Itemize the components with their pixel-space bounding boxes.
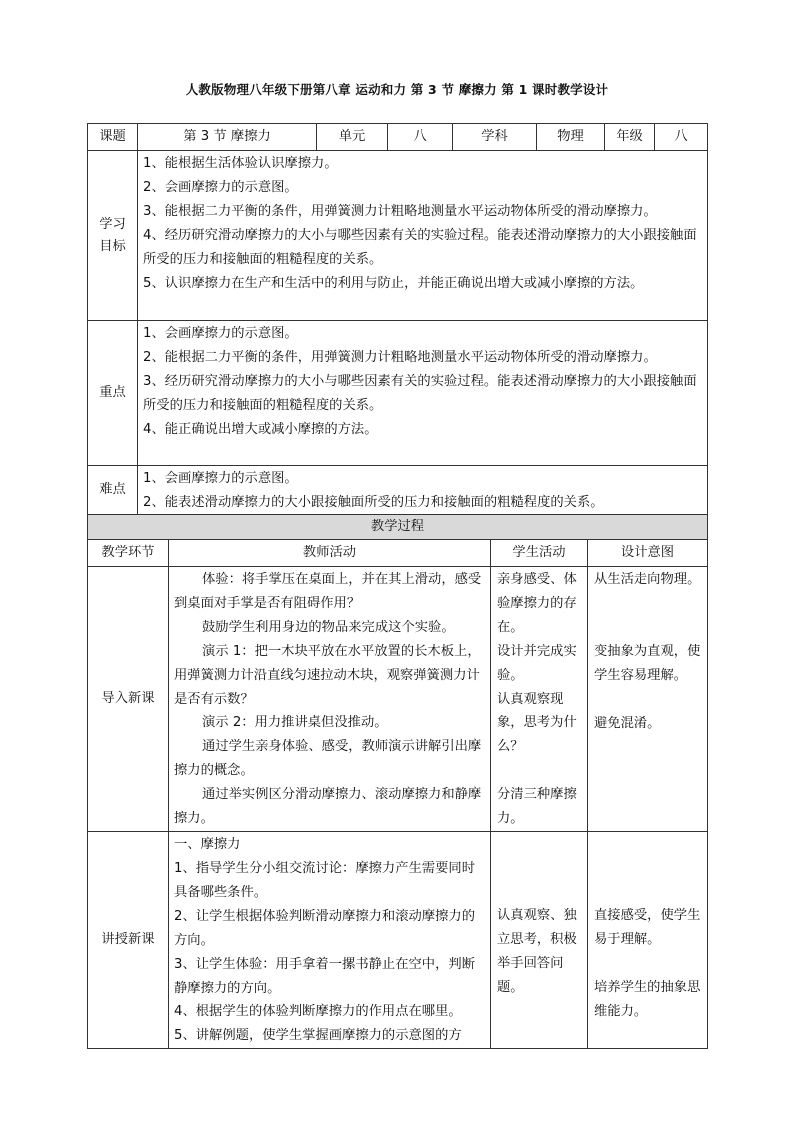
student-paragraph: 认真观察、独立思考，积极举手回答问题。 bbox=[497, 908, 577, 995]
new-lesson-teacher bbox=[169, 832, 491, 1049]
goal-item: 1、能根据生活体验认识摩擦力。 bbox=[143, 156, 338, 171]
goals-row bbox=[88, 151, 708, 321]
unit-label: 单元 bbox=[317, 124, 388, 151]
process-banner-row bbox=[88, 515, 708, 540]
intro-stage: 导入新课 bbox=[88, 567, 169, 832]
info-table bbox=[87, 123, 708, 516]
difficulty-item: 1、会画摩擦力的示意图。 bbox=[143, 471, 298, 486]
teacher-paragraph: 2、让学生根据体验判断滑动摩擦力和滚动摩擦力的方向。 bbox=[174, 908, 475, 948]
header-student: 学生活动 bbox=[491, 540, 588, 567]
goal-item: 5、认识摩擦力在生产和生活中的利用与防止，并能正确说出增大或减小摩擦的方法。 bbox=[143, 275, 644, 291]
keypoint-item: 2、能根据二力平衡的条件，用弹簧测力计粗略地测量水平运动物体所受的滑动摩擦力。 bbox=[143, 349, 657, 365]
subject-value: 物理 bbox=[537, 124, 605, 151]
teacher-paragraph: 鼓励学生利用身边的物品来完成这个实验。 bbox=[202, 619, 455, 635]
teacher-paragraph: 4、根据学生的体验判断摩擦力的作用点在哪里。 bbox=[174, 1004, 462, 1020]
new-lesson-intent bbox=[588, 832, 708, 1049]
goal-item: 2、会画摩擦力的示意图。 bbox=[143, 179, 298, 195]
keypoints-label: 重点 bbox=[88, 321, 138, 466]
intent-paragraph: 避免混淆。 bbox=[594, 715, 661, 731]
goal-item: 3、能根据二力平衡的条件，用弹簧测力计粗略地测量水平运动物体所受的滑动摩擦力。 bbox=[143, 203, 657, 219]
unit-value: 八 bbox=[388, 124, 453, 151]
subject-label: 学科 bbox=[453, 124, 537, 151]
teacher-paragraph: 1、指导学生分小组交流讨论：摩擦力产生需要同时具备哪些条件。 bbox=[174, 860, 475, 900]
intro-student bbox=[491, 567, 588, 832]
student-paragraph: 亲身感受、体验摩擦力的存在。 bbox=[497, 572, 577, 635]
student-paragraph: 认真观察现象，思考为什么？ bbox=[497, 691, 577, 755]
keypoints-row bbox=[88, 321, 708, 466]
difficulties-label: 难点 bbox=[88, 466, 138, 516]
difficulties-content bbox=[138, 466, 708, 516]
teacher-paragraph: 体验：将手掌压在桌面上，并在其上滑动，感受到桌面对手掌是否有阻碍作用？ bbox=[174, 572, 482, 611]
info-row bbox=[88, 124, 708, 151]
grade-label: 年级 bbox=[605, 124, 655, 151]
course-label: 课题 bbox=[88, 124, 138, 151]
course-value: 第 3 节 摩擦力 bbox=[138, 124, 317, 151]
keypoints-content bbox=[138, 321, 708, 466]
keypoint-item: 4、能正确说出增大或减小摩擦的方法。 bbox=[143, 421, 378, 437]
teacher-paragraph: 5、讲解例题，使学生掌握画摩擦力的示意图的方 bbox=[174, 1028, 462, 1044]
header-intent: 设计意图 bbox=[588, 540, 708, 567]
teacher-paragraph: 通过举实例区分滑动摩擦力、滚动摩擦力和静摩擦力。 bbox=[174, 787, 482, 827]
goals-label: 学习 目标 bbox=[88, 151, 138, 321]
header-teacher: 教师活动 bbox=[169, 540, 491, 567]
document-title: 人教版物理八年级下册第八章 运动和力 第 3 节 摩擦力 第 1 课时教学设计 bbox=[185, 82, 609, 97]
teacher-paragraph: 演示 1：把一木块平放在水平放置的长木板上，用弹簧测力计沿直线匀速拉动木块，观察弹簧测力计是否有示数？ bbox=[174, 643, 481, 707]
new-lesson-row bbox=[88, 832, 708, 1049]
difficulty-item: 2、能表述滑动摩擦力的大小跟接触面所受的压力和接触面的粗糙程度的关系。 bbox=[143, 494, 604, 510]
intro-intent bbox=[588, 567, 708, 832]
goals-content bbox=[138, 151, 708, 321]
intent-paragraph: 直接感受，使学生易于理解。 bbox=[594, 908, 701, 947]
keypoint-item: 3、经历研究滑动摩擦力的大小与哪些因素有关的实验过程。能表述滑动摩擦力的大小跟接触面所受的压力和接触面的粗糙程度的关系。 bbox=[143, 373, 697, 413]
intent-paragraph: 变抽象为直观，使学生容易理解。 bbox=[594, 643, 701, 683]
new-lesson-student bbox=[491, 832, 588, 1049]
teacher-paragraph: 3、让学生体验：用手拿着一摞书静止在空中，判断静摩擦力的方向。 bbox=[174, 956, 475, 996]
intent-paragraph: 从生活走向物理。 bbox=[594, 572, 701, 587]
process-banner: 教学过程 bbox=[88, 515, 708, 540]
intro-row bbox=[88, 567, 708, 832]
new-lesson-stage: 讲授新课 bbox=[88, 832, 169, 1049]
header-stage: 教学环节 bbox=[88, 540, 169, 567]
student-paragraph: 分清三种摩擦力。 bbox=[497, 787, 577, 827]
goal-item: 4、经历研究滑动摩擦力的大小与哪些因素有关的实验过程。能表述滑动摩擦力的大小跟接触面所受的压力和接触面的粗糙程度的关系。 bbox=[143, 227, 697, 267]
student-paragraph: 设计并完成实验。 bbox=[497, 643, 577, 683]
process-table bbox=[87, 514, 708, 1049]
intro-teacher bbox=[169, 567, 491, 832]
grade-value: 八 bbox=[655, 124, 708, 151]
keypoint-item: 1、会画摩擦力的示意图。 bbox=[143, 326, 298, 341]
teacher-paragraph: 一、摩擦力 bbox=[174, 837, 241, 853]
process-header-row bbox=[88, 540, 708, 567]
teacher-paragraph: 通过学生亲身体验、感受，教师演示讲解引出摩擦力的概念。 bbox=[174, 739, 482, 779]
intent-paragraph: 培养学生的抽象思维能力。 bbox=[594, 979, 701, 1019]
teacher-paragraph: 演示 2：用力推讲桌但没推动。 bbox=[202, 715, 388, 731]
difficulties-row bbox=[88, 466, 708, 516]
